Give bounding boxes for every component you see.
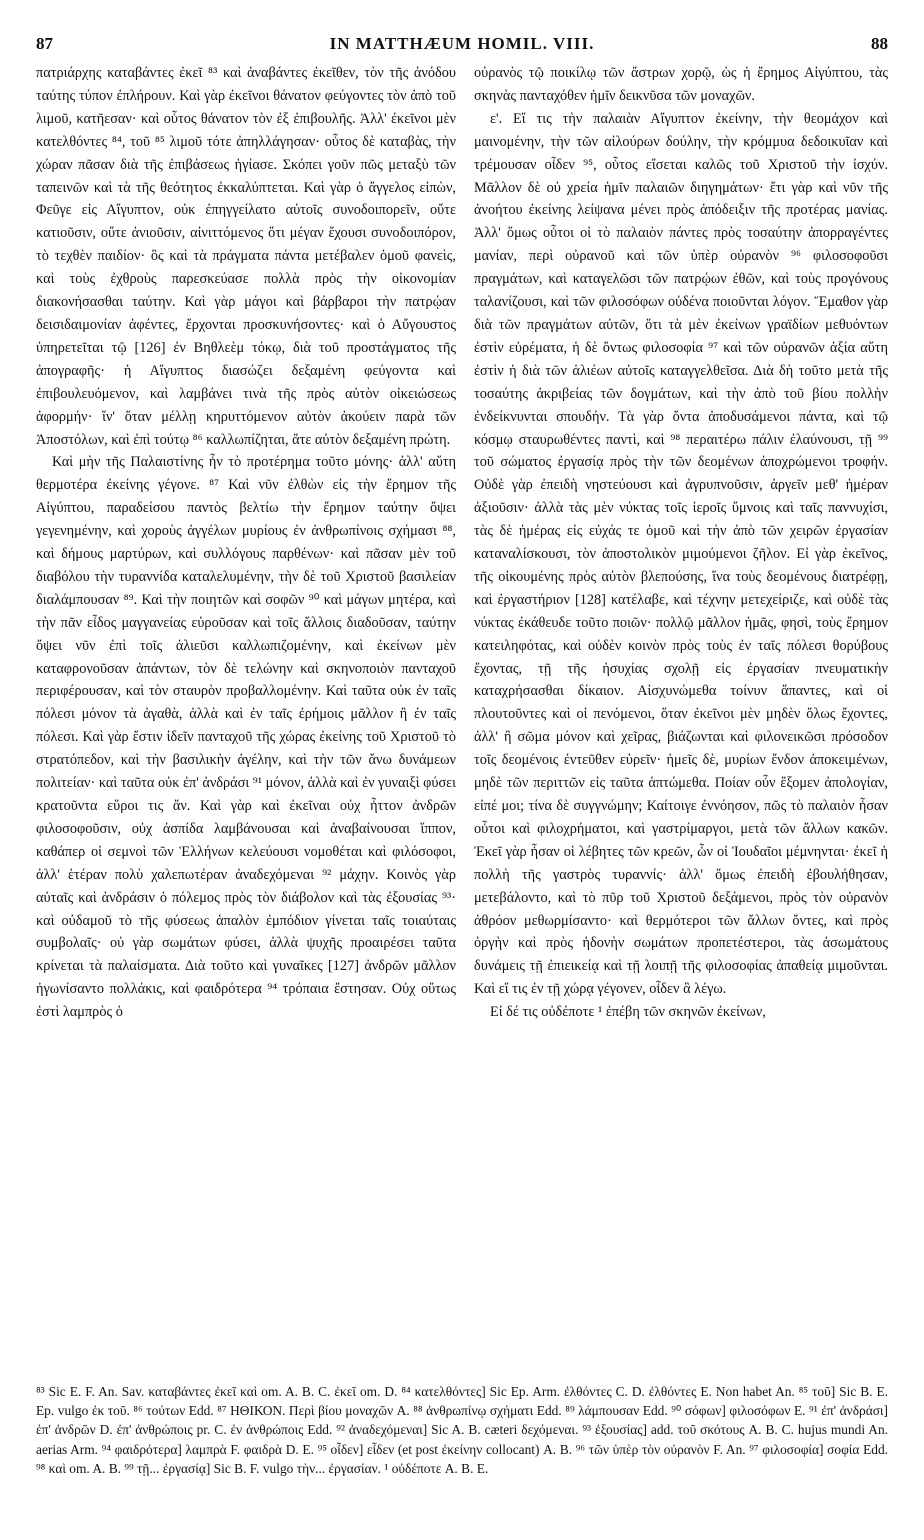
running-title: IN MATTHÆUM HOMIL. VIII.: [329, 34, 595, 53]
left-column: [36, 62, 456, 1024]
right-paragraph-3: Εἰ δέ τις οὐδέποτε ¹ ἐπέβη τῶν σκηνῶν ἐκείνων,: [490, 1004, 766, 1021]
left-paragraph-2: Καὶ μὴν τῆς Παλαιστίνης ἦν τὸ προτέρημα τοῦτο μόνης· ἀλλ' αὕτη θερμοτέρα ἐκείνης γέγονε. ⁸⁷ Καὶ νῦν ἐλθὼν εἰς τὴν ἔρημον τῆς Αἰγύπτου, παραδείσου παντὸς βελτίω τὴν ἔρημον ταύτην ὄψει γεγενημένην, καὶ χοροὺς ἀγγέλων μυρίους ἐν ἀνθρωπίνοις σχήμασι ⁸⁸, καὶ δήμους μαρτύρων, καὶ συλλόγους παρθένων· καὶ πᾶσαν μὲν τοῦ διαβόλου τὴν τυραννίδα καταλελυμένην, τὴν δὲ τοῦ Χριστοῦ βασιλείαν διαλάμπουσαν ⁸⁹. Καὶ τὴν ποιητῶν καὶ σοφῶν ⁹⁰ καὶ μάγων μητέρα, καὶ τὴν πᾶν εἶδος μαγγανείας εὑροῦσαν καὶ τοῖς ἄλλοις διαδοῦσαν, ταύτην ὄψει νῦν ἐπὶ τοῖς ἁλιεῦσι καλλωπιζομένην, καὶ ἐκείνων μὲν καταφρονοῦσαν ἁπάντων, τὸν δὲ τελώνην καὶ σκηνοποιὸν πανταχοῦ περιφέρουσαν, καὶ τὸν σταυρὸν προβαλλομένην. Καὶ ταῦτα οὐκ ἐν ταῖς πόλεσι μόνον τὰ ἀγαθὰ, ἀλλὰ καὶ ἐν ταῖς ἐρήμοις μᾶλλον ἢ ἐν ταῖς πόλεσι. Καὶ γὰρ ἔστιν ἰδεῖν πανταχοῦ τῆς χώρας ἐκείνης τοῦ Χριστοῦ τὸ στρατόπεδον, καὶ τὴν βασιλικὴν ἀγέλην, καὶ τὴν τῶν ἄνω δυνάμεων πολιτείαν· καὶ ταῦτα οὐκ ἐπ' ἀνδράσι ⁹¹ μόνον, ἀλλὰ καὶ ἐν γυναιξὶ φύσει κρατοῦντα εὕροι τις ἄν. Καὶ γὰρ καὶ ἐκεῖναι οὐχ ἧττον ἀνδρῶν φιλοσοφοῦσιν, οὐχ ἀσπίδα λαμβάνουσαι καὶ ἀναβαίνουσαι ἵππον, καθάπερ οἱ σεμνοὶ τῶν Ἑλλήνων κελεύουσι νομοθέται καὶ φιλόσοφοι, ἀλλ' ἑτέραν πολὺ χαλεπωτέραν ἀναδεχόμεναι ⁹² μάχην. Κοινὸς γὰρ αὐταῖς καὶ ἀνδράσιν ὁ πόλεμος πρὸς τὸν διάβολον καὶ τὰς ἐξουσίας ⁹³· καὶ οὐδαμοῦ τὸ τῆς φύσεως ἁπαλὸν ἐμπόδιον γίνεται ταῖς τοιαύταις συμβολαῖς· οὐ γὰρ σωμάτων φύσει, ἀλλὰ ψυχῆς προαιρέσει ταῦτα κρίνεται τὰ παλαίσματα. Διὰ τοῦτο καὶ γυναῖκες [127] ἀνδρῶν μᾶλλον ἠγωνίσαντο πολλάκις, καὶ φαιδρότερα ⁹⁴ τρόπαια ἔστησαν. Οὐχ οὕτως ἐστὶ λαμπρὸς ὁ: [36, 454, 457, 1021]
left-paragraph-1: πατριάρχης καταβάντες ἐκεῖ ⁸³ καὶ ἀναβάντες ἐκεῖθεν, τὸν τῆς ἀνόδου ταύτης τύπον ἐπλήρουν. Καὶ γὰρ ἐκεῖνοι θάνατον φεύγοντες τὸν ἀπὸ τοῦ λιμοῦ, κατῆεσαν· καὶ οὗτος θάνατον τὸν ἐξ ἐπιβουλῆς. Ἀλλ' ἐκεῖνοι μὲν κατελθόντες ⁸⁴, τοῦ ⁸⁵ λιμοῦ τότε ἀπηλλάγησαν· οὗτος δὲ καταβὰς, τὴν χώραν πᾶσαν διὰ τῆς ἐπιβάσεως ἡγίασε. Σκόπει γοῦν πῶς μεταξὺ τῶν ταπεινῶν καὶ τὰ τῆς θεότητος ἐκκαλύπτεται. Καὶ γὰρ ὁ ἄγγελος εἰπὼν, Φεῦγε εἰς Αἴγυπτον, οὐκ ἐπηγγείλατο αὐτοῖς συνοδοιπορεῖν, οὔτε κατιοῦσιν, οὔτε ἀνιοῦσιν, αἰνιττόμενος ὅτι μέγαν ἔχουσι συνοδοιπόρον, τὸ τεχθὲν παιδίον· ὃς καὶ τὰ πράγματα πάντα μετέβαλεν ὁμοῦ φανεὶς, καὶ τοὺς ἐχθροὺς παρεσκεύασε πολλὰ πρὸς τὴν οἰκονομίαν διακονήσασθαι ταύτην. Καὶ γὰρ μάγοι καὶ βάρβαροι τὴν πατρῴαν δεισιδαιμονίαν ἀφέντες, ἔρχονται προσκυνήσοντες· καὶ ὁ Αὔγουστος ὑπηρετεῖται τῷ [126] ἐν Βηθλεὲμ τόκῳ, διὰ τοῦ προστάγματος τῆς ἀπογραφῆς· ἡ Αἴγυπτος διασώζει δεξαμένη φεύγοντα καὶ ἐπιβουλευόμενον, καὶ λαμβάνει τινὰ τῆς πρὸς αὐτὸν οἰκειώσεως ἀφορμήν· ἵν' ὅταν μέλλῃ κηρυττόμενον αὐτὸν ἀκούειν παρὰ τῶν Ἀποστόλων, καὶ ἐπὶ τούτῳ ⁸⁶ καλλωπίζηται, ἅτε αὐτὸν δεξαμένη πρώτη.: [36, 65, 456, 448]
right-paragraph-1: οὐρανὸς τῷ ποικίλῳ τῶν ἄστρων χορῷ, ὡς ἡ ἔρημος Αἰγύπτου, τὰς σκηνὰς πανταχόθεν ἡμῖν δεικνῦσα τῶν μοναχῶν.: [474, 65, 888, 104]
page-number-left: 87: [36, 34, 53, 53]
right-paragraph-2: ε'. Εἴ τις τὴν παλαιὰν Αἴγυπτον ἐκείνην, τὴν θεομάχον καὶ μαινομένην, τὴν τῶν αἰλούρων δούλην, τὴν κρόμμυα δεδοικυῖαν καὶ τρέμουσαν οἶδεν ⁹⁵, οὗτος εἴσεται καλῶς τοῦ Χριστοῦ τὴν ἰσχύν. Μᾶλλον δὲ οὐ χρεία ἡμῖν παλαιῶν διηγημάτων· ἔτι γὰρ καὶ νῦν τῆς ἀνοήτου ἐκείνης λείψανα μένει πρὸς ἀπόδειξιν τῆς προτέρας μανίας. Ἀλλ' ὅμως οὗτοι οἱ τὸ παλαιὸν πάντες πρὸς τοσαύτην ἀπορραγέντες μανίαν, περὶ οὐρανοῦ καὶ τῶν ὑπὲρ οὐρανὸν ⁹⁶ φιλοσοφοῦσι πραγμάτων, καὶ καταγελῶσι τῶν πατρῴων ἐθῶν, καὶ τοὺς προγόνους ταλανίζουσι, καὶ τῶν φιλοσόφων οὐδένα ποιοῦνται λόγον. Ἔμαθον γὰρ διὰ τῶν πραγμάτων αὐτῶν, ὅτι τὰ μὲν ἐκείνων γραϊδίων μεθυόντων ἐστὶν εὑρέματα, ἡ δὲ ὄντως φιλοσοφία ⁹⁷ καὶ τῶν οὐρανῶν ἀξία αὕτη ἐστὶν ἡ διὰ τῶν ἁλιέων αὐτοῖς καταγγελθεῖσα. Διὰ δὴ τοῦτο μετὰ τῆς τοσαύτης ἀκριβείας τῶν δογμάτων, καὶ τὴν ἀπὸ τοῦ βίου πολλὴν ἐνδείκνυνται σπουδήν. Τὰ γὰρ ὄντα ἀποδυσάμενοι πάντα, καὶ τῷ κόσμῳ σταυρωθέντες παντὶ, καὶ ⁹⁸ περαιτέρω πάλιν ἐλαύνουσι, τῇ ⁹⁹ τοῦ σώματος ἐργασίᾳ πρὸς τὴν τῶν δεομένων ἀποχρώμενοι τροφήν. Οὐδὲ γὰρ ἐπειδὴ νηστεύουσι καὶ ἀγρυπνοῦσιν, ἀργεῖν μεθ' ἡμέραν ἀξιοῦσιν· ἀλλὰ τὰς μὲν νύκτας τοῖς ἱεροῖς ὕμνοις καὶ ταῖς παννυχίσι, τὰς δὲ ἡμέρας εἰς εὐχάς τε ὁμοῦ καὶ τὴν ἀπὸ τῶν χειρῶν ἐργασίαν καταναλίσκουσι, τὸν ἀποστολικὸν μιμούμενοι ζῆλον. Εἰ γὰρ ἐκεῖνος, τῆς οἰκουμένης πρὸς αὐτὸν βλεπούσης, ἵνα τοὺς δεομένους διατρέφῃ, καὶ ἐργαστήριον [128] κατέλαβε, καὶ τέχνην μετεχείριζε, καὶ οὐδὲ τὰς νύκτας ἐκάθευδε τοῦτο ποιῶν· πολλῷ μᾶλλον ἡμᾶς, φησὶ, τοὺς ἔρημον κατειληφότας, καὶ οὐδὲν κοινὸν πρὸς τοὺς ἐν ταῖς πόλεσι θορύβους ἔχοντας, τῇ τῆς ἡσυχίας σχολῇ εἰς ἐργασίαν πνευματικὴν καταχρήσασθαι δίκαιον. Αἰσχυνώμεθα τοίνυν ἅπαντες, καὶ οἱ πλουτοῦντες καὶ οἱ πενόμενοι, ὅταν ἐκεῖνοι μὲν μηδὲν ὅλως ἔχοντες, ἀλλ' ἢ σῶμα μόνον καὶ χεῖρας, βιάζωνται καὶ φιλονεικῶσι πρόσοδον τοῖς δεομένοις ἐντεῦθεν εὑρεῖν· ἡμεῖς δὲ, μυρίων ἔνδον ἀποκειμένων, μηδὲ τῶν περιττῶν εἰς ταῦτα ἁπτώμεθα. Ποίαν οὖν ἕξομεν ἀπολογίαν, εἰπέ μοι; τίνα δὲ συγγνώμην; Καίτοιγε ἐννόησον, πῶς τὸ παλαιὸν ἦσαν οὗτοι καὶ φιλοχρήματοι, καὶ γαστρίμαργοι, μετὰ τῶν ἄλλων κακῶν. Ἐκεῖ γὰρ ἦσαν οἱ λέβητες τῶν κρεῶν, ὧν οἱ Ἰουδαῖοι μέμνηνται· ἐκεῖ ἡ πολλὴ τῆς γαστρὸς τυραννίς· ἀλλ' ὅμως ἐπειδὴ ἐβουλήθησαν, μετεβάλοντο, καὶ τὸ πῦρ τοῦ Χριστοῦ δεξάμενοι, πρὸς τὸν οὐρανὸν ἀθρόον μεθωρμίσαντο· καὶ θερμότεροι τῶν ἄλλων ὄντες, καὶ πρὸς ὀργὴν καὶ πρὸς ἡδονὴν σωμάτων προπετέστεροι, τὰς ἀσωμάτους δυνάμεις τῇ ἐπιεικείᾳ καὶ τῇ λοιπῇ τῆς φιλοσοφίας ἀπαθείᾳ μιμοῦνται. Καὶ εἴ τις ἐν τῇ χώρᾳ γέγονεν, οἶδεν ἃ λέγω.: [474, 110, 888, 998]
right-column: [474, 62, 888, 1024]
footnotes-text: ⁸³ Sic E. F. An. Sav. καταβάντες ἐκεῖ καὶ om. A. B. C. ἐκεῖ om. D. ⁸⁴ κατελθόντες] Sic Ep. Arm. ἐλθόντες C. D. ἐλθόντες E. Non habet An. ⁸⁵ τοῦ] Sic B. E. Ep. vulgo ἐκ τοῦ. ⁸⁶ τούτων Edd. ⁸⁷ ΗΘΙΚΟΝ. Περὶ βίου μοναχῶν A. ⁸⁸ ἀνθρωπίνῳ σχήματι Edd. ⁸⁹ λάμπουσαν Edd. ⁹⁰ σόφων] φιλοσόφων E. ⁹¹ ἐπ' ἀνδράσι] ἐπ' ἀνδρῶν D. ἐπ' ἀνθρώποις pr. C. ἐν ἀνθρώποις Edd. ⁹² ἀναδεχόμεναι] Sic A. B. cæteri δεχόμεναι. ⁹³ ἐξουσίας] add. τοῦ σκότους A. B. C. hujus mundi An. aerias Arm. ⁹⁴ φαιδρότερα] λαμπρὰ F. φαιδρὰ D. E. ⁹⁵ οἶδεν] εἶδεν (et post ἐκείνην collocant) A. B. ⁹⁶ τῶν ὑπὲρ τὸν οὐρανὸν F. An. ⁹⁷ φιλοσοφία] σοφία Edd. ⁹⁸ καὶ om. A. B. ⁹⁹ τῇ... ἐργασίᾳ] Sic B. F. vulgo τὴν... ἐργασίαν. ¹ οὐδέποτε A. B. E.: [36, 1384, 888, 1476]
page-number-right: 88: [871, 34, 888, 53]
footnotes: [36, 1382, 888, 1478]
running-header: [36, 34, 888, 60]
